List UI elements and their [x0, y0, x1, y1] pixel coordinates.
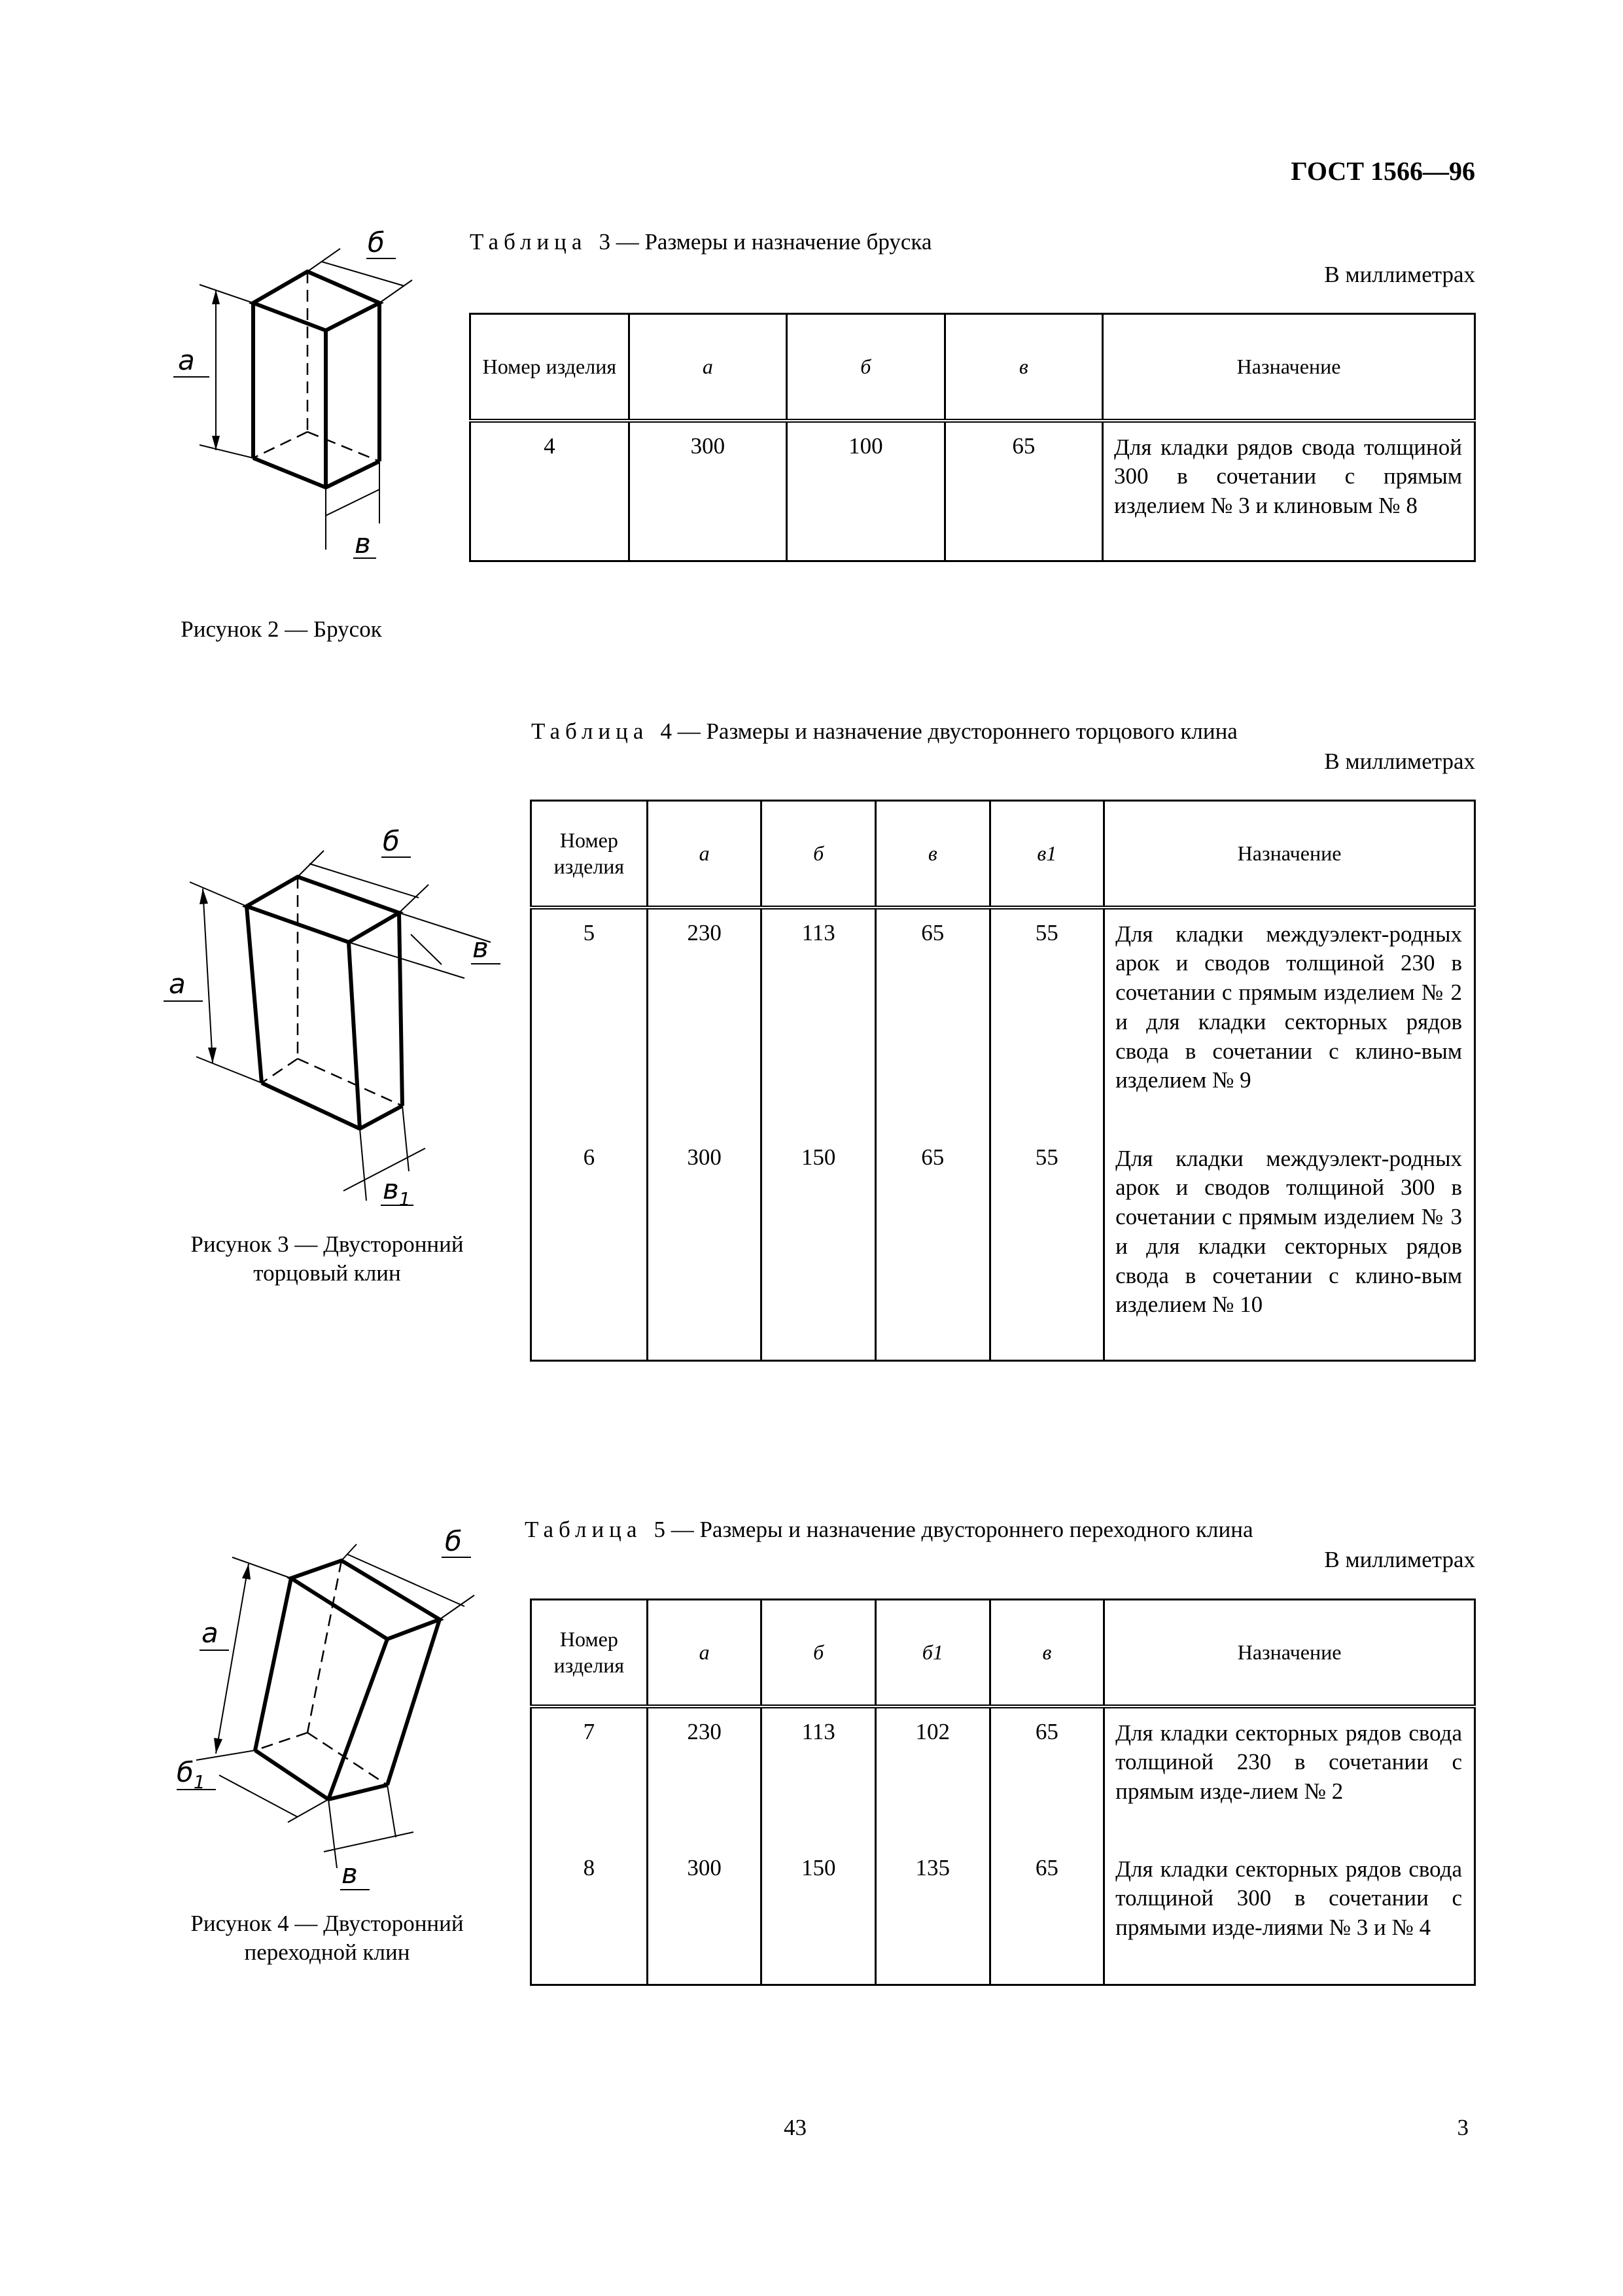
figure-2-brick-drawing	[150, 222, 425, 576]
dimension-label-v: в	[341, 1858, 358, 1890]
dimension-label-a: а	[169, 968, 186, 1000]
cell: 6	[531, 1134, 648, 1361]
cell: Для кладки междуэлект-родных арок и сводов толщиной 230 в сочетании с прямым изделием № 2 и для кладки секторных рядов свода в сочетании с клино-вым изделием № 9	[1104, 908, 1475, 1134]
dimension-label-v: в	[472, 932, 489, 964]
cell: 55	[990, 1134, 1104, 1361]
cell: 150	[761, 1134, 876, 1361]
dimension-label-b: б	[368, 226, 385, 258]
table-row	[531, 1845, 1475, 1985]
col-header: в1	[990, 801, 1104, 908]
col-header: Номер изделия	[470, 314, 629, 421]
table-3-units: В миллиметрах	[1324, 262, 1475, 287]
col-header: Назначение	[1104, 1600, 1475, 1706]
figure-4-transition-wedge-drawing	[157, 1525, 510, 1904]
page-number-center: 43	[784, 2115, 807, 2140]
table-5	[530, 1598, 1476, 1986]
col-header: б	[761, 801, 876, 908]
table-3-header-row	[470, 314, 1475, 421]
col-header: а	[629, 314, 786, 421]
cell: Для кладки рядов свода толщиной 300 в сочетании с прямым изделием № 3 и клиновым № 8	[1103, 421, 1475, 561]
col-header: б	[761, 1600, 876, 1706]
cell: 65	[990, 1845, 1104, 1985]
col-header: б	[787, 314, 945, 421]
cell: 65	[990, 1706, 1104, 1845]
cell: 55	[990, 908, 1104, 1134]
table-4-units: В миллиметрах	[1324, 749, 1475, 774]
cell: Для кладки междуэлект-родных арок и сводов толщиной 300 в сочетании с прямым изделием № 3 и для кладки секторных рядов свода в сочетании с клино-вым изделием № 10	[1104, 1134, 1475, 1361]
figure-2-caption: Рисунок 2 — Брусок	[181, 616, 382, 642]
table-5-units: В миллиметрах	[1324, 1547, 1475, 1572]
cell: 230	[647, 1706, 761, 1845]
table-3-caption: Таблица 3 — Размеры и назначение бруска	[470, 229, 932, 255]
cell: 300	[647, 1134, 761, 1361]
table-4-header-row	[531, 801, 1475, 908]
col-header: в	[990, 1600, 1104, 1706]
document-standard-number: ГОСТ 1566—96	[1291, 156, 1475, 186]
col-header: Номер изделия	[531, 1600, 648, 1706]
table-4-caption: Таблица 4 — Размеры и назначение двустороннего торцового клина	[531, 718, 1238, 744]
col-header: Назначение	[1104, 801, 1475, 908]
table-row	[470, 421, 1475, 561]
table-4	[530, 800, 1476, 1362]
cell: 300	[647, 1845, 761, 1985]
dimension-label-a: а	[201, 1617, 218, 1649]
cell: Для кладки секторных рядов свода толщиной 300 в сочетании с прямыми изде-лиями № 3 и № 4	[1104, 1845, 1475, 1985]
cell: 65	[875, 1134, 990, 1361]
figure-3-caption: Рисунок 3 — Двусторонний торцовый клин	[190, 1231, 464, 1286]
dimension-label-a: а	[178, 344, 195, 376]
cell: 150	[761, 1845, 876, 1985]
col-header: в	[875, 801, 990, 908]
cell: 65	[945, 421, 1102, 561]
col-header: Номер изделия	[531, 801, 648, 908]
dimension-label-b1: $б_1$	[177, 1756, 205, 1793]
cell: 5	[531, 908, 648, 1134]
cell: 102	[876, 1706, 990, 1845]
cell: 8	[531, 1845, 648, 1985]
col-header: Назначение	[1103, 314, 1475, 421]
cell: 113	[761, 1706, 876, 1845]
cell: 113	[761, 908, 876, 1134]
col-header: в	[945, 314, 1102, 421]
dimension-label-v1: $в_1$	[383, 1173, 411, 1210]
cell: 300	[629, 421, 786, 561]
col-header: а	[647, 1600, 761, 1706]
cell: 65	[875, 908, 990, 1134]
cell: 230	[647, 908, 761, 1134]
col-header: а	[647, 801, 761, 908]
col-header: б1	[876, 1600, 990, 1706]
table-5-header-row	[531, 1600, 1475, 1706]
figure-4-caption: Рисунок 4 — Двусторонний переходной клин	[190, 1911, 464, 1965]
figure-3-end-wedge-drawing	[150, 824, 517, 1217]
cell: 135	[876, 1845, 990, 1985]
dimension-label-b: б	[445, 1525, 462, 1557]
table-5-caption: Таблица 5 — Размеры и назначение двустороннего переходного клина	[525, 1517, 1253, 1542]
cell: 100	[787, 421, 945, 561]
table-3	[469, 313, 1476, 562]
table-row	[531, 1706, 1475, 1845]
dimension-label-v: в	[355, 527, 371, 559]
dimension-label-b: б	[383, 825, 400, 857]
cell: 4	[470, 421, 629, 561]
cell: 7	[531, 1706, 648, 1845]
table-row	[531, 1134, 1475, 1361]
table-row	[531, 908, 1475, 1134]
cell: Для кладки секторных рядов свода толщиной 230 в сочетании с прямым изде-лием № 2	[1104, 1706, 1475, 1845]
page-number-right: 3	[1457, 2115, 1469, 2140]
